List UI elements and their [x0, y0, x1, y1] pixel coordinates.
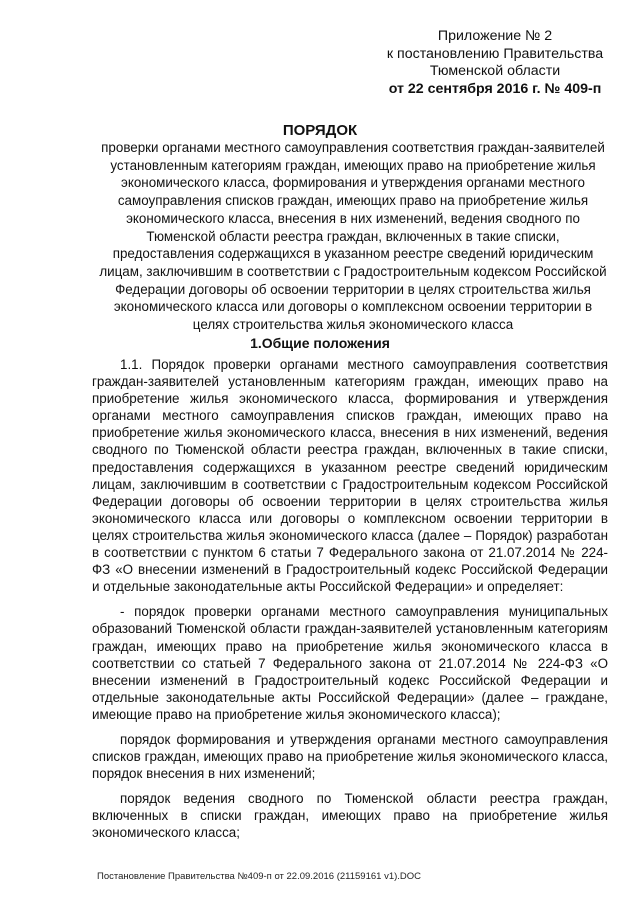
appendix-decree-ref: к постановлению Правительства: [386, 45, 604, 62]
appendix-date-number: от 22 сентября 2016 г. № 409-п: [388, 80, 602, 97]
paragraph: 1.1. Порядок проверки органами местного самоуправления соответствия граждан-заявителей установленным категориям граждан, имеющих право на приобретение жилья экономического класса, формирования и утверждения органами местного самоуправления списков граждан, имеющих право на приобретение жилья экономического класса, внесения в них изменений, ведения сводного по Тюменской области реестра граждан, включенных в такие списки, предоставления содержащихся в указанном реестре сведений юридическим лицам, заключившим в соответствии с Градостроительным кодексом Российской Федерации договоры об освоении территории в целях строительства жилья экономического класса или договоры о комплексном освоении территории в целях строительства жилья экономического класса (далее – Порядок) разработан в соответствии с пунктом 6 статьи 7 Федерального закона от 21.07.2014 № 224-ФЗ «О внесении изменений в Градостроительный кодекс Российской Федерации и отдельные законодательные акты Российской Федерации» и определяет:: [92, 357, 608, 595]
appendix-block: [380, 28, 610, 98]
document-body: [92, 356, 608, 850]
section-heading: 1.Общие положения: [250, 335, 390, 351]
paragraph: - порядок проверки органами местного самоуправления муниципальных образований Тюменской области граждан-заявителей установленным категориям граждан, имеющих право на приобретение жилья экономического класса в соответствии со статьей 7 Федерального закона от 21.07.2014 № 224-ФЗ «О внесении изменений в Градостроительный кодекс Российской Федерации и отдельные законодательные акты Российской Федерации» (далее – граждане, имеющие право на приобретение жилья экономического класса);: [92, 604, 608, 722]
file-footer: Постановление Правительства №409-п от 22.09.2016 (21159161 v1).DOC: [97, 871, 422, 882]
paragraph: порядок ведения сводного по Тюменской области реестра граждан, включенных в списки граждан, имеющих право на приобретение жилья экономического класса;: [92, 791, 608, 841]
document-subtitle: проверки органами местного самоуправления соответствия граждан-заявителей установленным категориям граждан, имеющих право на приобретение жилья экономического класса, формирования и утверждения органами местного самоуправления списков граждан, имеющих право на приобретение жилья экономического класса, внесения в них изменений, ведения сводного по Тюменской области реестра граждан, включенных в такие списки, предоставления содержащихся в указанном реестре сведений юридическим лицам, заключившим в соответствии с Градостроительным кодексом Российской Федерации договоры об освоении территории в целях строительства жилья экономического класса или договоры о комплексном освоении территории в целях строительства жилья экономического класса: [99, 140, 607, 333]
appendix-region: Тюменской области: [429, 63, 561, 80]
document-title: ПОРЯДОК: [282, 122, 358, 139]
appendix-number: Приложение № 2: [437, 28, 553, 44]
paragraph: порядок формирования и утверждения органами местного самоуправления списков граждан, имеющих право на приобретение жилья экономического класса, порядок внесения в них изменений;: [92, 731, 608, 782]
